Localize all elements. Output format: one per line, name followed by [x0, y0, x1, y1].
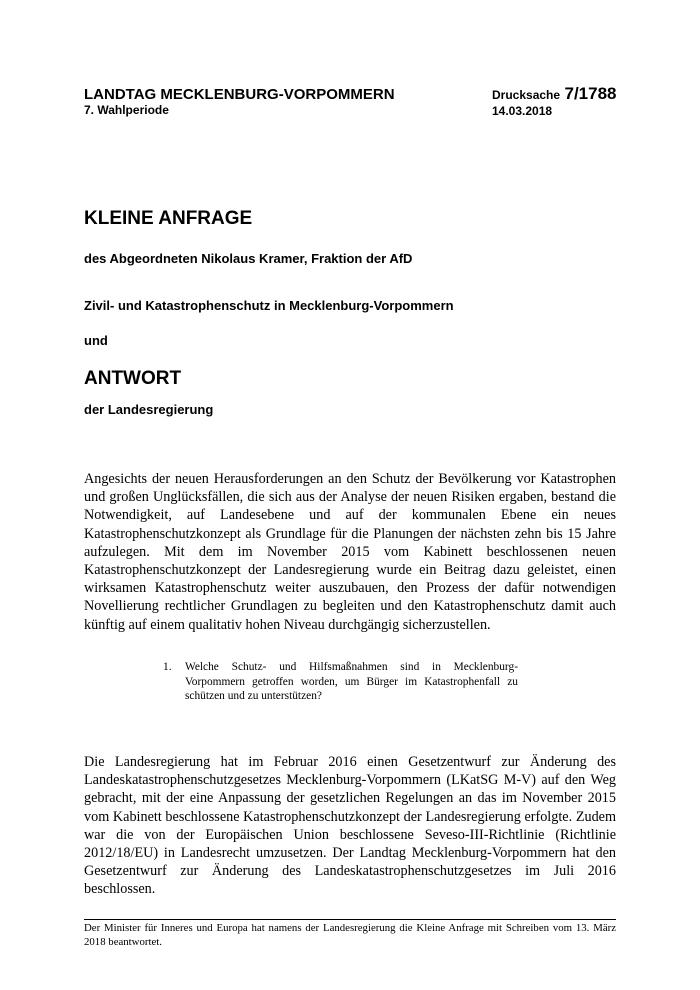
document-header-left	[84, 86, 395, 117]
subject-line: Zivil- und Katastrophenschutz in Mecklenburg-Vorpommern	[84, 298, 454, 313]
und-line: und	[84, 333, 108, 348]
government-line: der Landesregierung	[84, 402, 214, 417]
drucksache-label: Drucksache	[492, 88, 561, 102]
answer-paragraph: Die Landesregierung hat im Februar 2016 einen Gesetzentwurf zur Änderung des Landeskatastrophenschutzgesetzes Mecklenburg-Vorpommern (LKatSG M-V) auf den Weg gebracht, mit der eine Anpassung der gesetzlichen Regelungen an das im November 2015 vom Kabinett beschlossene Katastrophenschutzkonzept der Landesregierung erfolgte. Zudem war die von der Europäischen Union beschlossene Seveso-III-Richtlinie (Richtlinie 2012/18/EU) in Landesrecht umzusetzen. Der Landtag Mecklenburg-Vorpommern hat den Gesetzentwurf zur Änderung des Landeskatastrophenschutzgesetzes im Juli 2016 beschlossen.	[84, 754, 616, 898]
parliament-name: LANDTAG MECKLENBURG-VORPOMMERN	[84, 86, 395, 103]
legislative-period: 7. Wahlperiode	[84, 103, 169, 117]
inquirer-line: des Abgeordneten Nikolaus Kramer, Fraktion der AfD	[84, 251, 413, 266]
drucksache-number: 7/1788	[564, 84, 617, 103]
drucksache-line	[492, 84, 617, 104]
document-date: 14.03.2018	[492, 104, 553, 118]
question-text: Welche Schutz- und Hilfsmaßnahmen sind in Mecklenburg-Vorpommern getroffen worden, um Bürger im Katastrophenfall zu schützen und zu unterstützen?	[185, 661, 518, 703]
footnote-divider	[84, 919, 616, 920]
document-header-right	[492, 84, 617, 118]
antwort-title: ANTWORT	[84, 368, 182, 389]
question-1	[163, 660, 518, 704]
kleine-anfrage-title: KLEINE ANFRAGE	[84, 208, 253, 229]
question-number: 1.	[163, 661, 172, 673]
intro-paragraph: Angesichts der neuen Herausforderungen an den Schutz der Bevölkerung vor Katastrophen und großen Unglücksfällen, die sich aus der Analyse der neuen Risiken ergaben, bestand die Notwendigkeit, auf Landesebene und auf der kommunalen Ebene ein neues Katastrophenschutzkonzept als Grundlage für die Planungen der nächsten zehn bis 15 Jahre aufzulegen. Mit dem im November 2015 vom Kabinett beschlossenen neuen Katastrophenschutzkonzept der Landesregierung wurde ein Beitrag dazu geleistet, einen wirksamen Katastrophenschutz weiter auszubauen, den Prozess der dafür notwendigen Novellierung rechtlicher Grundlagen zu begleiten und den Katastrophenschutz damit auch künftig auf einem qualitativ hohen Niveau durchgängig sicherzustellen.	[84, 471, 616, 633]
footnote: Der Minister für Inneres und Europa hat namens der Landesregierung die Kleine Anfrage mit Schreiben vom 13. März 2018 beantwortet.	[84, 922, 616, 948]
